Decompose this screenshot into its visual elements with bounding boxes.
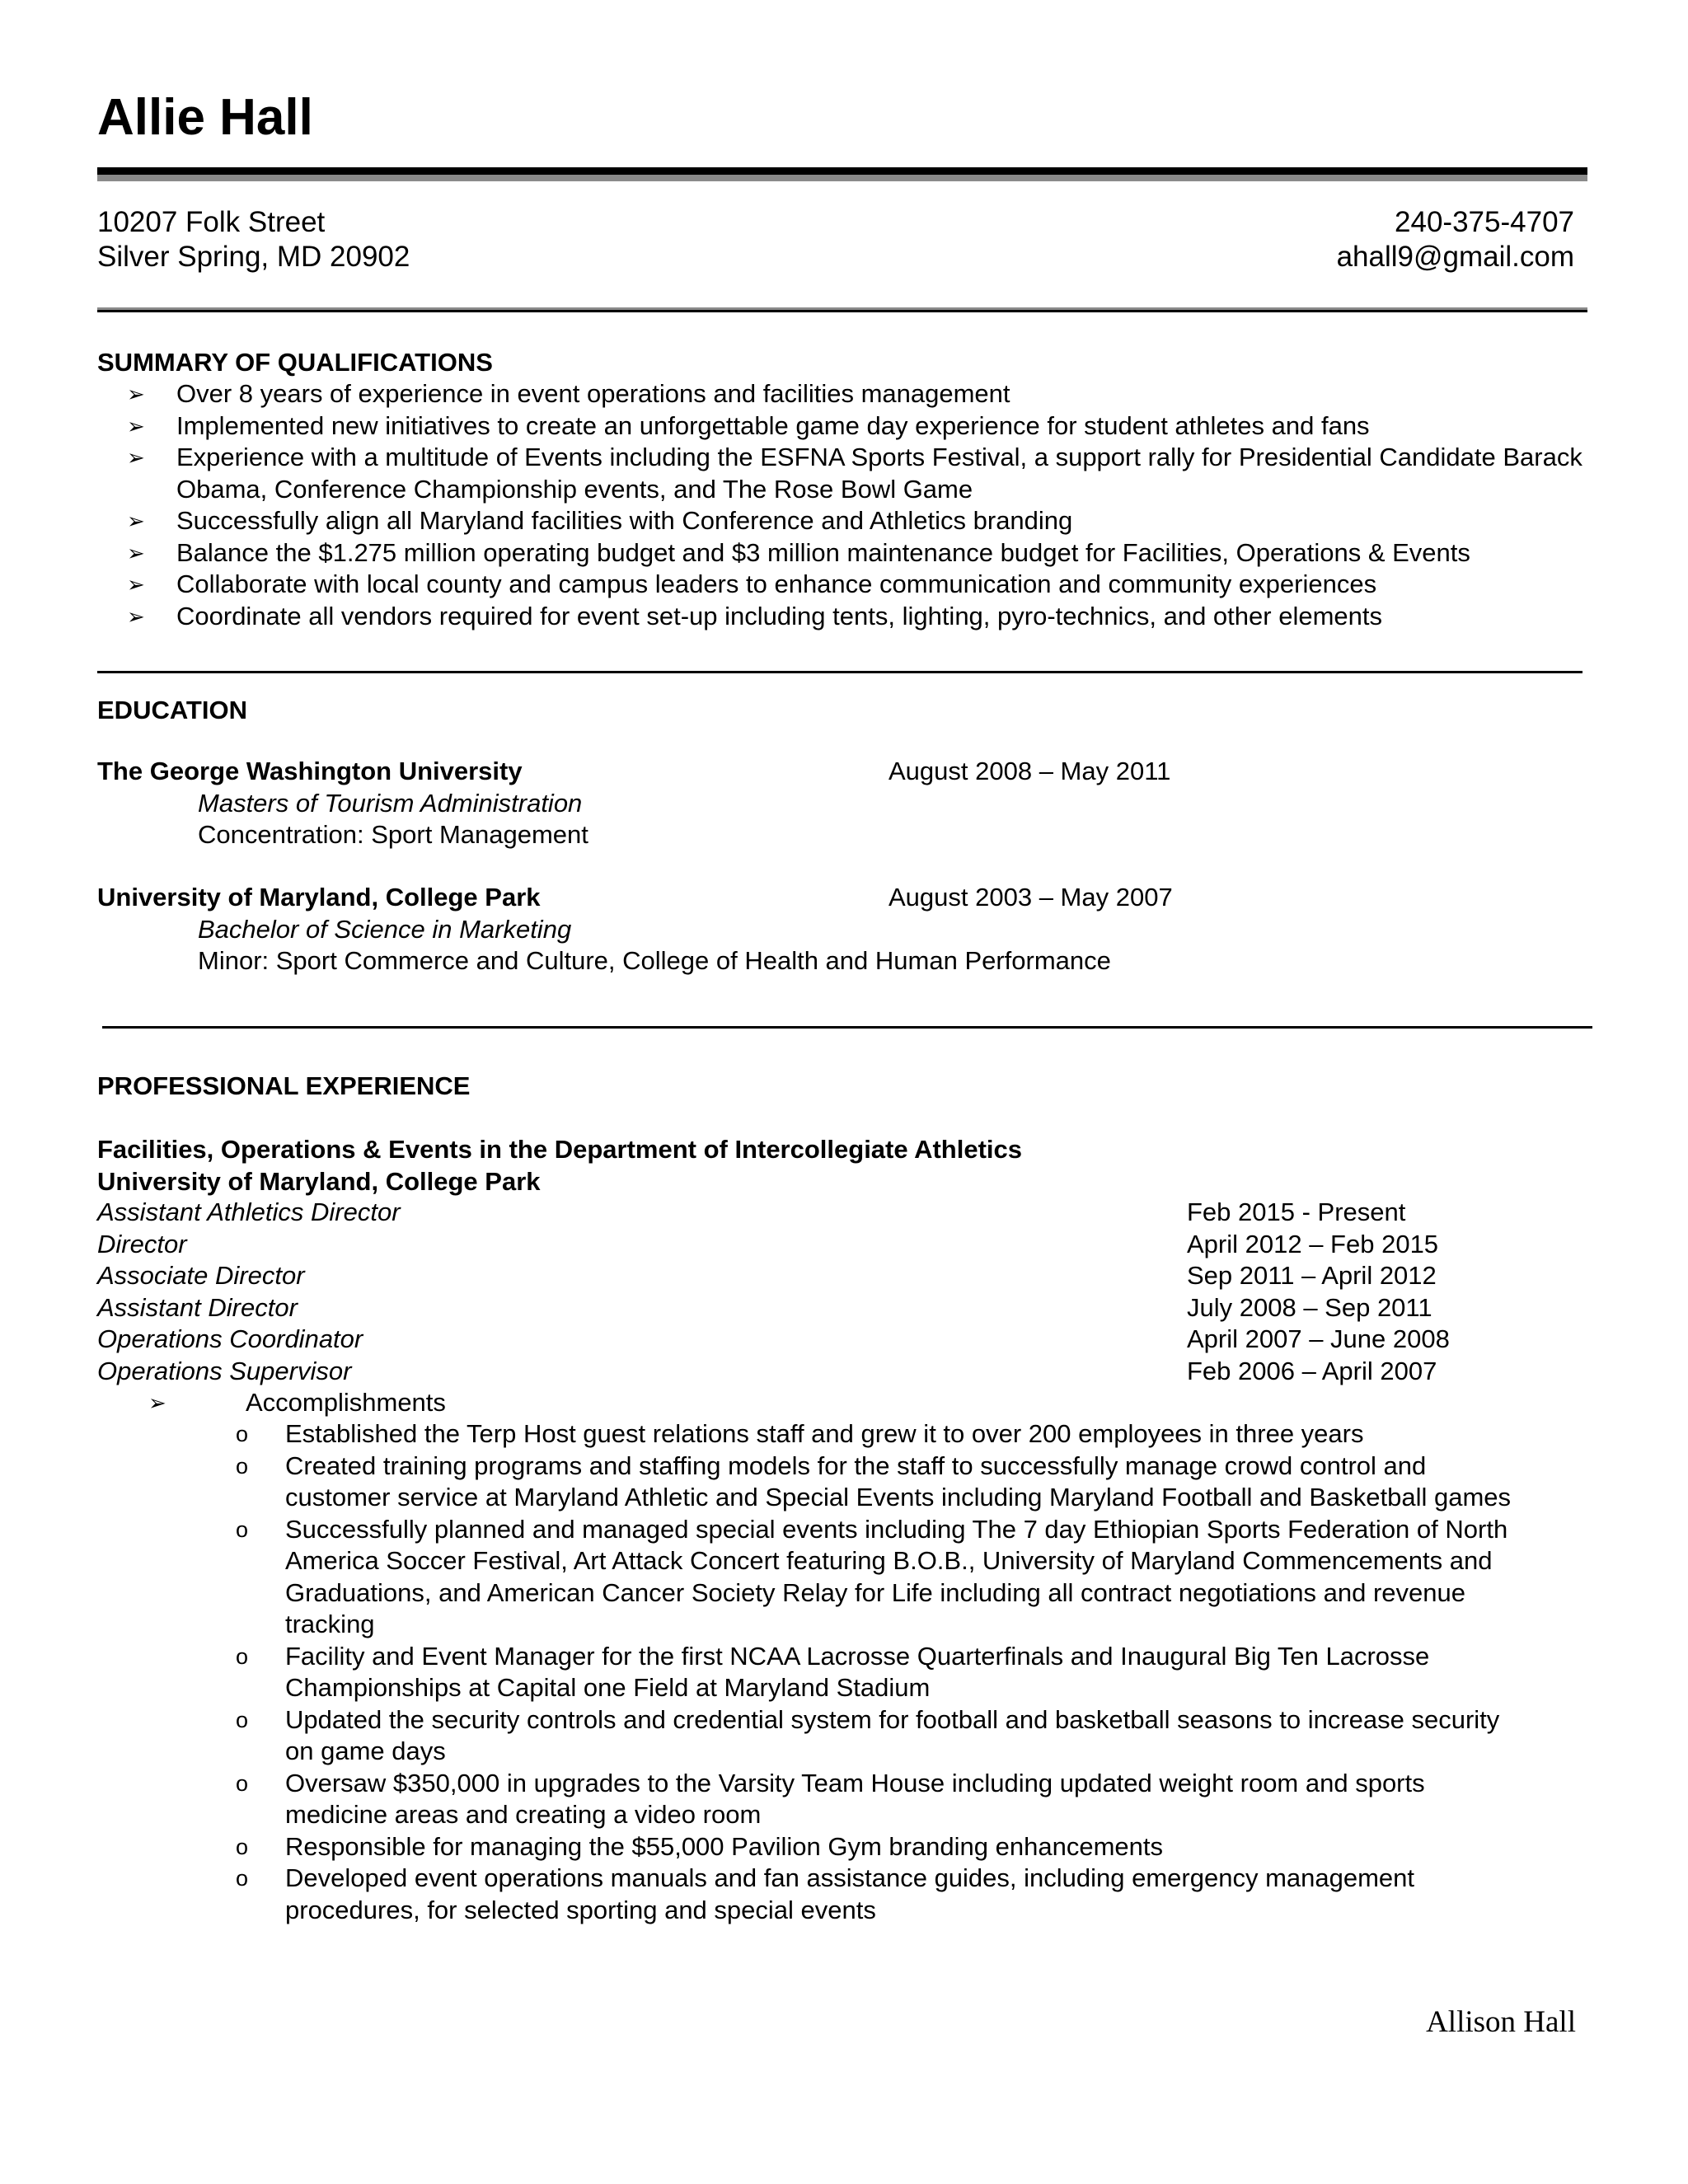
- accomplishment-list: [97, 1418, 1523, 1926]
- circle-bullet-icon: o: [236, 1707, 249, 1732]
- circle-bullet-icon: o: [236, 1422, 249, 1446]
- role-row: [97, 1324, 1498, 1356]
- role-row: [97, 1197, 1498, 1229]
- summary-item: ➢ Experience with a multitude of Events including the ESFNA Sports Festival, a support rally for Presidential Candidate Barack Obama, Conference Championship events, and The Rose Bowl Game: [127, 443, 1582, 504]
- degree-detail: Concentration: Sport Management: [198, 820, 588, 849]
- header-rule-gray: [97, 175, 1587, 181]
- summary-item: ➢ Balance the $1.275 million operating budget and $3 million maintenance budget for Facilities, Operations & Events: [97, 537, 1606, 569]
- accomplishment-item: o Facility and Event Manager for the first NCAA Lacrosse Quarterfinals and Inaugural Big Ten Lacrosse Championships at Capital one Field at Maryland Stadium: [236, 1641, 1430, 1702]
- address-street: 10207 Folk Street: [97, 206, 326, 238]
- accomplishment-item: o Established the Terp Host guest relations staff and grew it to over 200 employees in three years: [97, 1418, 1523, 1451]
- employer-block: [97, 1134, 1022, 1197]
- degree: Masters of Tourism Administration: [198, 788, 583, 818]
- arrow-bullet-icon: ➢: [127, 382, 145, 406]
- accomplishment-item: o Successfully planned and managed special events including The 7 day Ethiopian Sports Federation of North America Soccer Festival, Art Attack Concert featuring B.O.B., University of Maryland Commencements and Graduations, and American Cancer Society Relay for Life including all contract negotiations and revenue tracking: [236, 1514, 1508, 1638]
- role-period: Feb 2006 – April 2007: [1187, 1356, 1437, 1385]
- section-divider: [97, 671, 1582, 673]
- summary-item: ➢ Successfully align all Maryland facilities with Conference and Athletics branding: [97, 505, 1606, 537]
- arrow-bullet-icon: ➢: [127, 540, 145, 565]
- school-name: University of Maryland, College Park: [97, 883, 541, 912]
- contact-rule-black: [97, 310, 1587, 312]
- degree: Bachelor of Science in Marketing: [198, 914, 572, 944]
- role-title: Assistant Director: [97, 1292, 298, 1322]
- accomplishment-item: o Oversaw $350,000 in upgrades to the Varsity Team House including updated weight room and sports medicine areas and creating a video room: [236, 1768, 1425, 1829]
- role-period: July 2008 – Sep 2011: [1187, 1292, 1432, 1322]
- role-title: Assistant Athletics Director: [97, 1197, 401, 1226]
- circle-bullet-icon: o: [236, 1770, 249, 1796]
- circle-bullet-icon: o: [236, 1453, 249, 1479]
- role-title: Operations Supervisor: [97, 1356, 352, 1385]
- arrow-bullet-icon: ➢: [127, 413, 145, 438]
- section-divider: [102, 1026, 1592, 1029]
- email-address: ahall9@gmail.com: [1336, 241, 1574, 273]
- arrow-bullet-icon: ➢: [148, 1390, 166, 1415]
- summary-item: ➢ Coordinate all vendors required for event set-up including tents, lighting, pyro-technics, and other elements: [97, 601, 1606, 633]
- role-row: [97, 1292, 1498, 1324]
- degree-detail: Minor: Sport Commerce and Culture, College of Health and Human Performance: [198, 946, 1111, 975]
- department-name: Facilities, Operations & Events in the Department of Intercollegiate Athletics: [97, 1135, 1022, 1164]
- role-period: Feb 2015 - Present: [1187, 1197, 1406, 1226]
- applicant-name: Allie Hall: [97, 89, 313, 146]
- education-dates: August 2008 – May 2011: [889, 757, 1171, 785]
- circle-bullet-icon: o: [236, 1834, 249, 1859]
- circle-bullet-icon: o: [236, 1643, 249, 1669]
- role-row: [97, 1229, 1498, 1261]
- arrow-bullet-icon: ➢: [127, 572, 145, 597]
- summary-item: ➢ Implemented new initiatives to create an unforgettable game day experience for student athletes and fans: [97, 410, 1606, 443]
- circle-bullet-icon: o: [236, 1866, 249, 1891]
- school-name: The George Washington University: [97, 757, 523, 785]
- education-dates: August 2003 – May 2007: [889, 883, 1173, 912]
- education-heading: EDUCATION: [97, 696, 247, 724]
- accomplishment-item: o Created training programs and staffing models for the staff to successfully manage crowd control and customer service at Maryland Athletic and Special Events including Maryland Football and Basketball games: [236, 1451, 1512, 1511]
- role-row: [97, 1356, 1498, 1388]
- role-title: Operations Coordinator: [97, 1324, 363, 1353]
- summary-heading: SUMMARY OF QUALIFICATIONS: [97, 348, 493, 377]
- education-entry: [97, 756, 1334, 851]
- summary-list: [97, 378, 1606, 632]
- header-rule-black: [97, 167, 1587, 175]
- address-block: [97, 205, 410, 274]
- summary-item: ➢ Over 8 years of experience in event operations and facilities management: [97, 378, 1606, 410]
- role-list: [97, 1197, 1498, 1387]
- role-period: April 2012 – Feb 2015: [1187, 1229, 1439, 1258]
- accomplishment-item: o Responsible for managing the $55,000 Pavilion Gym branding enhancements: [97, 1831, 1523, 1863]
- summary-item: ➢ Collaborate with local county and campus leaders to enhance communication and community experiences: [97, 569, 1606, 601]
- experience-heading: PROFESSIONAL EXPERIENCE: [97, 1071, 471, 1100]
- accomplishment-item: o Updated the security controls and credential system for football and basketball seasons to increase security on game days: [236, 1704, 1500, 1765]
- phone-number: 240-375-4707: [1395, 206, 1574, 238]
- role-title: Associate Director: [97, 1261, 305, 1290]
- role-period: Sep 2011 – April 2012: [1187, 1261, 1437, 1290]
- address-city: Silver Spring, MD 20902: [97, 241, 410, 273]
- role-row: [97, 1260, 1498, 1292]
- footer-signature: Allison Hall: [1426, 2005, 1576, 2039]
- employer-name: University of Maryland, College Park: [97, 1166, 541, 1196]
- arrow-bullet-icon: ➢: [127, 445, 145, 470]
- role-title: Director: [97, 1229, 187, 1258]
- arrow-bullet-icon: ➢: [127, 603, 145, 629]
- contact-block: [1337, 205, 1574, 274]
- accomplishments-label: Accomplishments: [246, 1388, 446, 1417]
- arrow-bullet-icon: ➢: [127, 509, 145, 533]
- circle-bullet-icon: o: [236, 1516, 249, 1542]
- education-entry: [97, 882, 1334, 977]
- role-period: April 2007 – June 2008: [1187, 1324, 1450, 1353]
- accomplishment-item: o Developed event operations manuals and fan assistance guides, including emergency management procedures, for selected sporting and special events: [236, 1863, 1415, 1924]
